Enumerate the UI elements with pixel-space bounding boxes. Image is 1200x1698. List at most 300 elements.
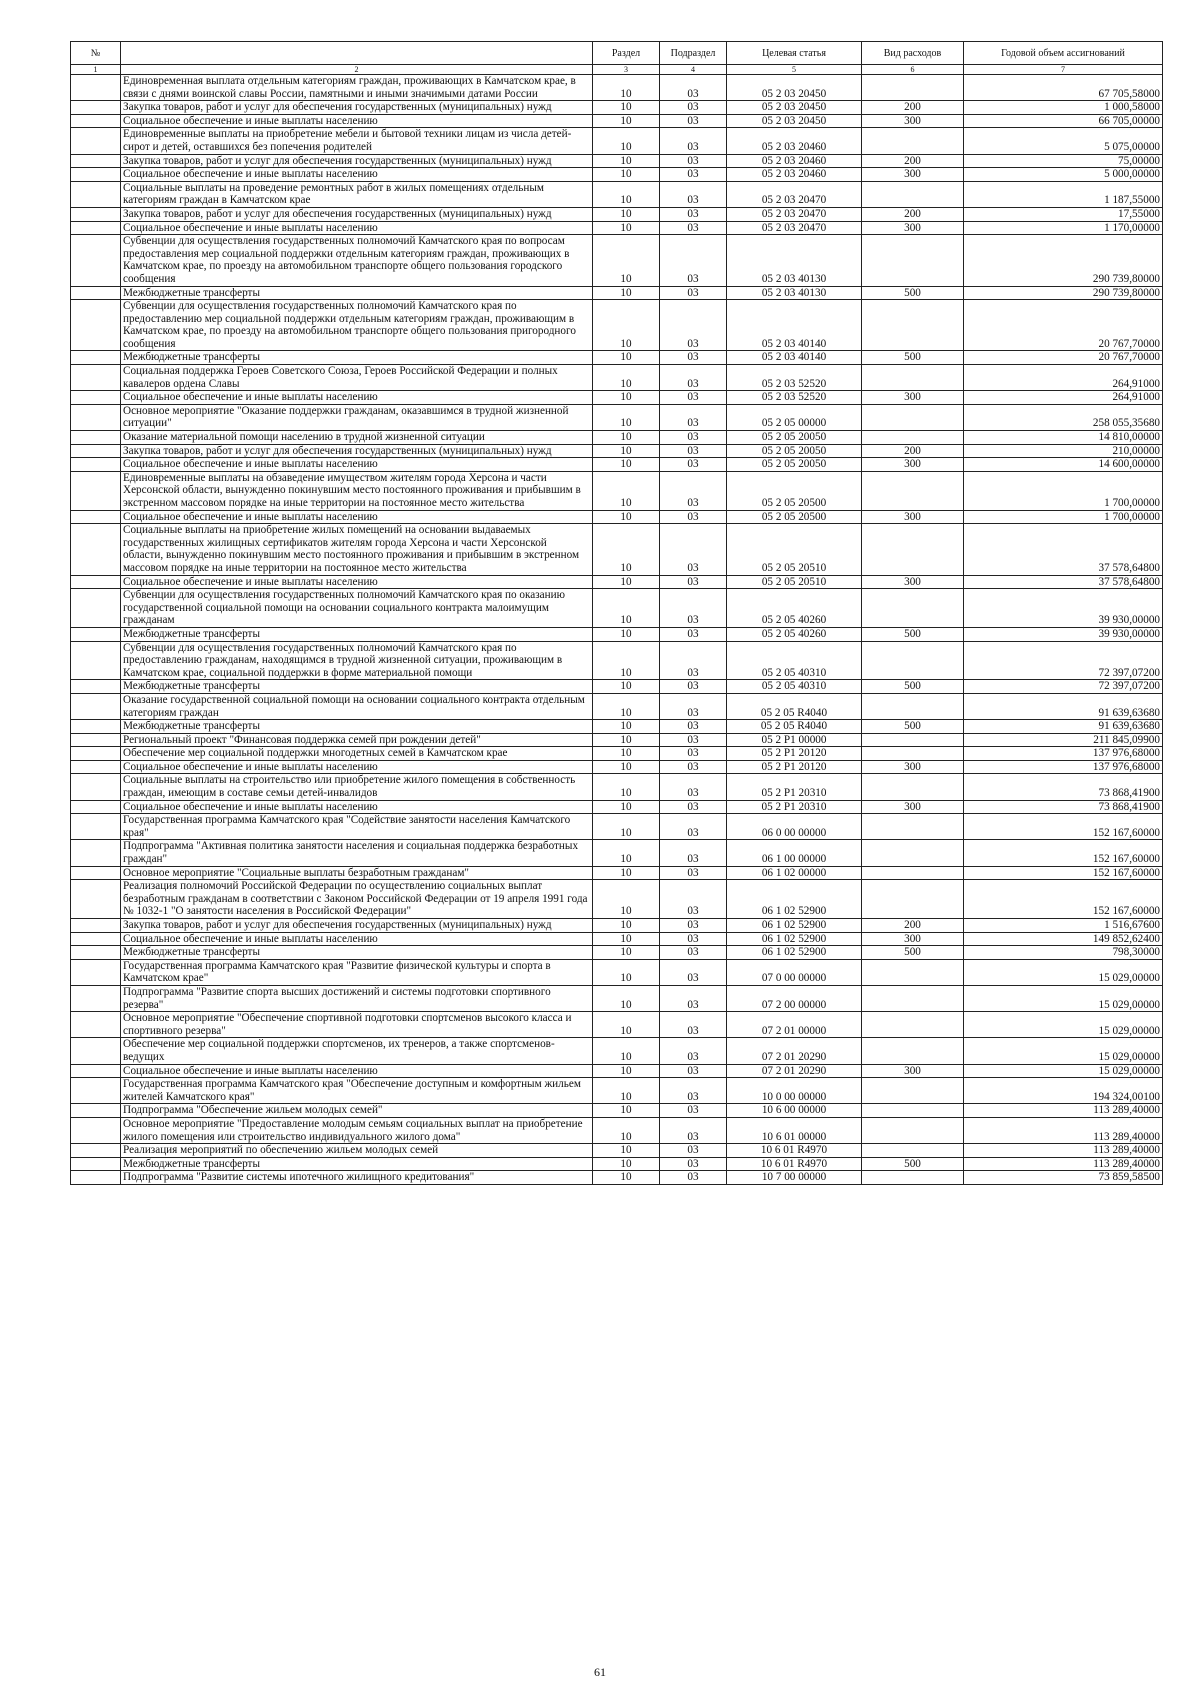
row-amount-cell: 17,55000	[964, 207, 1163, 221]
row-amount-cell: 1 700,00000	[964, 471, 1163, 510]
row-expense-type-cell	[862, 181, 964, 207]
row-amount-cell: 91 639,63680	[964, 693, 1163, 719]
row-number-cell	[71, 747, 121, 761]
row-name-cell: Основное мероприятие "Социальные выплаты безработным гражданам"	[121, 866, 593, 880]
table-row	[71, 1144, 1163, 1158]
table-row	[71, 720, 1163, 734]
row-podrazdel-cell: 03	[660, 985, 727, 1011]
row-number-cell	[71, 458, 121, 472]
row-expense-type-cell	[862, 1144, 964, 1158]
row-name-cell: Государственная программа Камчатского края "Развитие физической культуры и спорта в Камчатском крае"	[121, 959, 593, 985]
row-target-cell: 05 2 05 40260	[727, 589, 862, 628]
header-expense-type: Вид расходов	[862, 42, 964, 65]
row-name-cell: Единовременные выплаты на обзаведение имуществом жителям города Херсона и части Херсонской области, вынужденно покинувшим место постоянного проживания и прибывшим в экстренном массовом порядке на иные территории на постоянное место жительства	[121, 471, 593, 510]
table-row	[71, 946, 1163, 960]
row-razdel-cell: 10	[593, 1064, 660, 1078]
row-number-cell	[71, 300, 121, 351]
row-name-cell: Субвенции для осуществления государственных полномочий Камчатского края по предоставлению мер социальной поддержки отдельным категориям граждан, проживающим в Камчатском крае, по проезду на автомобильном транспорте общего пользования пригородного сообщения	[121, 300, 593, 351]
row-name-cell: Межбюджетные трансферты	[121, 680, 593, 694]
row-amount-cell: 152 167,60000	[964, 840, 1163, 866]
row-name-cell: Социальное обеспечение и иные выплаты населению	[121, 168, 593, 182]
header-podrazdel: Подраздел	[660, 42, 727, 65]
row-razdel-cell: 10	[593, 235, 660, 286]
row-number-cell	[71, 286, 121, 300]
row-razdel-cell: 10	[593, 101, 660, 115]
row-razdel-cell: 10	[593, 458, 660, 472]
row-name-cell: Субвенции для осуществления государственных полномочий Камчатского края по предоставлению гражданам, находящимся в трудной жизненной ситуации, проживающим в Камчатском крае, социальной поддержки в форме материальной помощи	[121, 641, 593, 680]
row-amount-cell: 152 167,60000	[964, 814, 1163, 840]
row-expense-type-cell	[862, 693, 964, 719]
row-razdel-cell: 10	[593, 1104, 660, 1118]
table-row	[71, 1117, 1163, 1143]
row-target-cell: 10 6 01 R4970	[727, 1144, 862, 1158]
row-number-cell	[71, 181, 121, 207]
row-target-cell: 05 2 05 R4040	[727, 720, 862, 734]
row-name-cell: Социальное обеспечение и иные выплаты населению	[121, 114, 593, 128]
row-razdel-cell: 10	[593, 774, 660, 800]
row-amount-cell: 152 167,60000	[964, 866, 1163, 880]
row-razdel-cell: 10	[593, 1171, 660, 1185]
row-amount-cell: 15 029,00000	[964, 1012, 1163, 1038]
row-expense-type-cell: 300	[862, 800, 964, 814]
table-body	[71, 75, 1163, 1185]
table-row	[71, 391, 1163, 405]
row-number-cell	[71, 1078, 121, 1104]
row-amount-cell: 37 578,64800	[964, 575, 1163, 589]
row-target-cell: 07 2 00 00000	[727, 985, 862, 1011]
row-razdel-cell: 10	[593, 575, 660, 589]
col-num-4: 4	[660, 65, 727, 75]
table-row	[71, 444, 1163, 458]
row-number-cell	[71, 693, 121, 719]
row-expense-type-cell	[862, 880, 964, 919]
table-row	[71, 774, 1163, 800]
row-razdel-cell: 10	[593, 693, 660, 719]
row-target-cell: 05 2 03 40130	[727, 286, 862, 300]
row-number-cell	[71, 207, 121, 221]
row-name-cell: Реализация полномочий Российской Федерации по осуществлению социальных выплат безработным гражданам в соответствии с Законом Российской Федерации от 19 апреля 1991 года № 1032-1 "О занятости населения в Российской Федерации"	[121, 880, 593, 919]
row-amount-cell: 73 868,41900	[964, 774, 1163, 800]
row-target-cell: 05 2 03 40130	[727, 235, 862, 286]
row-target-cell: 05 2 05 20050	[727, 444, 862, 458]
row-name-cell: Единовременные выплаты на приобретение мебели и бытовой техники лицам из числа детей-сирот и детей, оставшихся без попечения родителей	[121, 128, 593, 154]
row-razdel-cell: 10	[593, 800, 660, 814]
table-row	[71, 641, 1163, 680]
row-name-cell: Межбюджетные трансферты	[121, 946, 593, 960]
table-row	[71, 235, 1163, 286]
row-target-cell: 05 2 05 40310	[727, 680, 862, 694]
row-razdel-cell: 10	[593, 880, 660, 919]
budget-table	[70, 41, 1163, 1185]
row-expense-type-cell	[862, 1038, 964, 1064]
row-expense-type-cell: 300	[862, 575, 964, 589]
row-amount-cell: 5 075,00000	[964, 128, 1163, 154]
row-podrazdel-cell: 03	[660, 733, 727, 747]
row-amount-cell: 137 976,68000	[964, 747, 1163, 761]
row-name-cell: Оказание государственной социальной помощи на основании социального контракта отдельным категориям граждан	[121, 693, 593, 719]
table-row	[71, 693, 1163, 719]
col-num-3: 3	[593, 65, 660, 75]
row-amount-cell: 113 289,40000	[964, 1117, 1163, 1143]
row-number-cell	[71, 627, 121, 641]
row-podrazdel-cell: 03	[660, 1171, 727, 1185]
row-name-cell: Социальная поддержка Героев Советского Союза, Героев Российской Федерации и полных кавалеров ордена Славы	[121, 365, 593, 391]
table-row	[71, 365, 1163, 391]
row-podrazdel-cell: 03	[660, 627, 727, 641]
table-row	[71, 154, 1163, 168]
table-row	[71, 524, 1163, 575]
table-row	[71, 128, 1163, 154]
row-number-cell	[71, 919, 121, 933]
row-amount-cell: 15 029,00000	[964, 1064, 1163, 1078]
row-name-cell: Межбюджетные трансферты	[121, 720, 593, 734]
row-razdel-cell: 10	[593, 431, 660, 445]
table-row	[71, 404, 1163, 430]
row-razdel-cell: 10	[593, 1078, 660, 1104]
table-row	[71, 747, 1163, 761]
row-razdel-cell: 10	[593, 365, 660, 391]
row-razdel-cell: 10	[593, 404, 660, 430]
row-name-cell: Межбюджетные трансферты	[121, 627, 593, 641]
header-number: №	[71, 42, 121, 65]
row-number-cell	[71, 168, 121, 182]
row-name-cell: Подпрограмма "Активная политика занятости населения и социальная поддержка безработных граждан"	[121, 840, 593, 866]
row-amount-cell: 152 167,60000	[964, 880, 1163, 919]
row-podrazdel-cell: 03	[660, 589, 727, 628]
row-expense-type-cell	[862, 1117, 964, 1143]
row-razdel-cell: 10	[593, 114, 660, 128]
row-amount-cell: 15 029,00000	[964, 1038, 1163, 1064]
row-expense-type-cell: 500	[862, 946, 964, 960]
header-target-article: Целевая статья	[727, 42, 862, 65]
row-name-cell: Социальное обеспечение и иные выплаты населению	[121, 458, 593, 472]
table-row	[71, 919, 1163, 933]
row-amount-cell: 137 976,68000	[964, 760, 1163, 774]
row-podrazdel-cell: 03	[660, 1144, 727, 1158]
row-expense-type-cell	[862, 747, 964, 761]
row-name-cell: Государственная программа Камчатского края "Обеспечение доступным и комфортным жильем жителей Камчатского края"	[121, 1078, 593, 1104]
row-expense-type-cell: 500	[862, 680, 964, 694]
row-number-cell	[71, 101, 121, 115]
row-amount-cell: 15 029,00000	[964, 959, 1163, 985]
row-podrazdel-cell: 03	[660, 75, 727, 101]
row-razdel-cell: 10	[593, 946, 660, 960]
row-amount-cell: 113 289,40000	[964, 1104, 1163, 1118]
row-number-cell	[71, 1104, 121, 1118]
row-number-cell	[71, 1157, 121, 1171]
row-target-cell: 06 1 02 00000	[727, 866, 862, 880]
row-number-cell	[71, 524, 121, 575]
row-amount-cell: 91 639,63680	[964, 720, 1163, 734]
row-amount-cell: 73 868,41900	[964, 800, 1163, 814]
row-razdel-cell: 10	[593, 391, 660, 405]
row-target-cell: 10 0 00 00000	[727, 1078, 862, 1104]
table-row	[71, 351, 1163, 365]
row-amount-cell: 72 397,07200	[964, 641, 1163, 680]
row-number-cell	[71, 404, 121, 430]
row-razdel-cell: 10	[593, 932, 660, 946]
row-target-cell: 05 2 03 20470	[727, 181, 862, 207]
row-razdel-cell: 10	[593, 985, 660, 1011]
row-razdel-cell: 10	[593, 75, 660, 101]
row-amount-cell: 37 578,64800	[964, 524, 1163, 575]
row-number-cell	[71, 814, 121, 840]
row-number-cell	[71, 800, 121, 814]
row-razdel-cell: 10	[593, 814, 660, 840]
row-amount-cell: 5 000,00000	[964, 168, 1163, 182]
row-expense-type-cell	[862, 128, 964, 154]
row-number-cell	[71, 641, 121, 680]
row-target-cell: 07 2 01 20290	[727, 1064, 862, 1078]
row-name-cell: Субвенции для осуществления государственных полномочий Камчатского края по вопросам предоставления мер социальной поддержки отдельным категориям граждан, проживающих в Камчатском крае, по проезду на автомобильном транспорте общего пользования городского сообщения	[121, 235, 593, 286]
row-target-cell: 05 2 P1 00000	[727, 733, 862, 747]
row-razdel-cell: 10	[593, 300, 660, 351]
row-number-cell	[71, 959, 121, 985]
table-row	[71, 840, 1163, 866]
row-razdel-cell: 10	[593, 444, 660, 458]
row-amount-cell: 73 859,58500	[964, 1171, 1163, 1185]
row-name-cell: Основное мероприятие "Обеспечение спортивной подготовки спортсменов высокого класса и спортивного резерва"	[121, 1012, 593, 1038]
row-razdel-cell: 10	[593, 919, 660, 933]
row-podrazdel-cell: 03	[660, 524, 727, 575]
row-amount-cell: 1 516,67600	[964, 919, 1163, 933]
row-podrazdel-cell: 03	[660, 1104, 727, 1118]
row-razdel-cell: 10	[593, 154, 660, 168]
row-target-cell: 05 2 03 20460	[727, 154, 862, 168]
row-number-cell	[71, 866, 121, 880]
row-amount-cell: 264,91000	[964, 365, 1163, 391]
row-target-cell: 05 2 05 20510	[727, 524, 862, 575]
row-razdel-cell: 10	[593, 221, 660, 235]
row-razdel-cell: 10	[593, 1012, 660, 1038]
row-name-cell: Межбюджетные трансферты	[121, 1157, 593, 1171]
row-target-cell: 05 2 P1 20310	[727, 774, 862, 800]
row-name-cell: Реализация мероприятий по обеспечению жильем молодых семей	[121, 1144, 593, 1158]
table-row	[71, 207, 1163, 221]
row-expense-type-cell	[862, 471, 964, 510]
table-row	[71, 1064, 1163, 1078]
row-razdel-cell: 10	[593, 959, 660, 985]
row-expense-type-cell	[862, 774, 964, 800]
row-name-cell: Закупка товаров, работ и услуг для обеспечения государственных (муниципальных) нужд	[121, 154, 593, 168]
row-razdel-cell: 10	[593, 524, 660, 575]
table-row	[71, 760, 1163, 774]
table-row	[71, 1078, 1163, 1104]
row-target-cell: 05 2 05 20500	[727, 510, 862, 524]
row-amount-cell: 72 397,07200	[964, 680, 1163, 694]
row-podrazdel-cell: 03	[660, 693, 727, 719]
table-row	[71, 959, 1163, 985]
row-razdel-cell: 10	[593, 1117, 660, 1143]
row-name-cell: Подпрограмма "Развитие системы ипотечного жилищного кредитования"	[121, 1171, 593, 1185]
table-row	[71, 1157, 1163, 1171]
header-row	[71, 42, 1163, 65]
row-target-cell: 05 2 05 20510	[727, 575, 862, 589]
row-target-cell: 06 0 00 00000	[727, 814, 862, 840]
row-amount-cell: 113 289,40000	[964, 1144, 1163, 1158]
row-number-cell	[71, 932, 121, 946]
row-target-cell: 05 2 03 40140	[727, 351, 862, 365]
row-target-cell: 05 2 05 R4040	[727, 693, 862, 719]
row-expense-type-cell	[862, 75, 964, 101]
row-name-cell: Социальное обеспечение и иные выплаты населению	[121, 391, 593, 405]
row-name-cell: Основное мероприятие "Оказание поддержки гражданам, оказавшимся в трудной жизненной ситуации"	[121, 404, 593, 430]
row-podrazdel-cell: 03	[660, 1078, 727, 1104]
row-target-cell: 05 2 03 20450	[727, 75, 862, 101]
row-amount-cell: 194 324,00100	[964, 1078, 1163, 1104]
table-row	[71, 510, 1163, 524]
row-name-cell: Социальное обеспечение и иные выплаты населению	[121, 221, 593, 235]
row-expense-type-cell: 300	[862, 168, 964, 182]
row-name-cell: Обеспечение мер социальной поддержки многодетных семей в Камчатском крае	[121, 747, 593, 761]
row-razdel-cell: 10	[593, 286, 660, 300]
row-expense-type-cell: 200	[862, 919, 964, 933]
row-name-cell: Социальное обеспечение и иные выплаты населению	[121, 575, 593, 589]
row-expense-type-cell	[862, 1012, 964, 1038]
row-amount-cell: 1 700,00000	[964, 510, 1163, 524]
table-row	[71, 985, 1163, 1011]
table-row	[71, 800, 1163, 814]
row-name-cell: Межбюджетные трансферты	[121, 286, 593, 300]
table-row	[71, 101, 1163, 115]
row-name-cell: Социальное обеспечение и иные выплаты населению	[121, 800, 593, 814]
row-expense-type-cell	[862, 365, 964, 391]
row-number-cell	[71, 1038, 121, 1064]
row-target-cell: 05 2 03 20460	[727, 128, 862, 154]
row-amount-cell: 15 029,00000	[964, 985, 1163, 1011]
row-podrazdel-cell: 03	[660, 932, 727, 946]
row-number-cell	[71, 946, 121, 960]
row-expense-type-cell: 200	[862, 101, 964, 115]
row-podrazdel-cell: 03	[660, 800, 727, 814]
row-expense-type-cell: 300	[862, 1064, 964, 1078]
row-razdel-cell: 10	[593, 471, 660, 510]
table-row	[71, 589, 1163, 628]
row-name-cell: Социальное обеспечение и иные выплаты населению	[121, 932, 593, 946]
row-number-cell	[71, 114, 121, 128]
row-podrazdel-cell: 03	[660, 866, 727, 880]
row-name-cell: Обеспечение мер социальной поддержки спортсменов, их тренеров, а также спортсменов-ведущих	[121, 1038, 593, 1064]
row-expense-type-cell: 500	[862, 720, 964, 734]
table-row	[71, 932, 1163, 946]
row-number-cell	[71, 760, 121, 774]
row-razdel-cell: 10	[593, 1157, 660, 1171]
row-amount-cell: 14 810,00000	[964, 431, 1163, 445]
row-target-cell: 10 7 00 00000	[727, 1171, 862, 1185]
row-podrazdel-cell: 03	[660, 814, 727, 840]
page-number: 61	[594, 1665, 606, 1679]
row-target-cell: 05 2 03 20450	[727, 114, 862, 128]
row-amount-cell: 113 289,40000	[964, 1157, 1163, 1171]
row-name-cell: Единовременная выплата отдельным категориям граждан, проживающих в Камчатском крае, в связи с днями воинской славы России, памятными и иными значимыми датами России	[121, 75, 593, 101]
row-name-cell: Подпрограмма "Обеспечение жильем молодых семей"	[121, 1104, 593, 1118]
row-podrazdel-cell: 03	[660, 154, 727, 168]
row-razdel-cell: 10	[593, 589, 660, 628]
row-amount-cell: 20 767,70000	[964, 351, 1163, 365]
row-target-cell: 06 1 02 52900	[727, 932, 862, 946]
row-expense-type-cell	[862, 1078, 964, 1104]
row-number-cell	[71, 75, 121, 101]
row-expense-type-cell: 500	[862, 627, 964, 641]
row-podrazdel-cell: 03	[660, 286, 727, 300]
row-podrazdel-cell: 03	[660, 760, 727, 774]
row-target-cell: 05 2 03 20450	[727, 101, 862, 115]
row-podrazdel-cell: 03	[660, 351, 727, 365]
row-razdel-cell: 10	[593, 840, 660, 866]
row-podrazdel-cell: 03	[660, 946, 727, 960]
row-amount-cell: 149 852,62400	[964, 932, 1163, 946]
row-podrazdel-cell: 03	[660, 471, 727, 510]
row-razdel-cell: 10	[593, 1144, 660, 1158]
row-expense-type-cell	[862, 814, 964, 840]
row-podrazdel-cell: 03	[660, 1038, 727, 1064]
row-podrazdel-cell: 03	[660, 919, 727, 933]
row-expense-type-cell	[862, 431, 964, 445]
row-target-cell: 06 1 02 52900	[727, 919, 862, 933]
row-target-cell: 05 2 05 20500	[727, 471, 862, 510]
row-number-cell	[71, 1117, 121, 1143]
row-podrazdel-cell: 03	[660, 680, 727, 694]
row-number-cell	[71, 365, 121, 391]
row-razdel-cell: 10	[593, 128, 660, 154]
budget-table-sheet	[70, 41, 1162, 1185]
row-razdel-cell: 10	[593, 510, 660, 524]
row-expense-type-cell	[862, 589, 964, 628]
row-amount-cell: 211 845,09900	[964, 733, 1163, 747]
row-target-cell: 10 6 01 R4970	[727, 1157, 862, 1171]
row-expense-type-cell: 200	[862, 207, 964, 221]
col-num-1: 1	[71, 65, 121, 75]
row-amount-cell: 39 930,00000	[964, 627, 1163, 641]
row-podrazdel-cell: 03	[660, 880, 727, 919]
table-row	[71, 680, 1163, 694]
row-razdel-cell: 10	[593, 181, 660, 207]
row-podrazdel-cell: 03	[660, 404, 727, 430]
row-expense-type-cell	[862, 1104, 964, 1118]
row-target-cell: 06 1 02 52900	[727, 946, 862, 960]
row-name-cell: Социальное обеспечение и иные выплаты населению	[121, 1064, 593, 1078]
row-target-cell: 05 2 05 40310	[727, 641, 862, 680]
row-name-cell: Подпрограмма "Развитие спорта высших достижений и системы подготовки спортивного резерва"	[121, 985, 593, 1011]
row-name-cell: Закупка товаров, работ и услуг для обеспечения государственных (муниципальных) нужд	[121, 444, 593, 458]
row-razdel-cell: 10	[593, 641, 660, 680]
row-number-cell	[71, 128, 121, 154]
row-number-cell	[71, 1064, 121, 1078]
row-number-cell	[71, 840, 121, 866]
row-number-cell	[71, 589, 121, 628]
row-expense-type-cell	[862, 524, 964, 575]
row-amount-cell: 39 930,00000	[964, 589, 1163, 628]
row-expense-type-cell: 300	[862, 932, 964, 946]
row-podrazdel-cell: 03	[660, 774, 727, 800]
row-amount-cell: 290 739,80000	[964, 286, 1163, 300]
row-name-cell: Основное мероприятие "Предоставление молодым семьям социальных выплат на приобретение жилого помещения или строительство индивидуального жилого дома"	[121, 1117, 593, 1143]
table-row	[71, 1012, 1163, 1038]
table-row	[71, 168, 1163, 182]
col-num-6: 6	[862, 65, 964, 75]
row-amount-cell: 75,00000	[964, 154, 1163, 168]
row-podrazdel-cell: 03	[660, 458, 727, 472]
row-target-cell: 07 2 01 20290	[727, 1038, 862, 1064]
row-expense-type-cell: 500	[862, 351, 964, 365]
table-row	[71, 75, 1163, 101]
row-razdel-cell: 10	[593, 1038, 660, 1064]
header-razdel: Раздел	[593, 42, 660, 65]
row-razdel-cell: 10	[593, 680, 660, 694]
row-podrazdel-cell: 03	[660, 1064, 727, 1078]
row-target-cell: 06 1 00 00000	[727, 840, 862, 866]
row-podrazdel-cell: 03	[660, 181, 727, 207]
